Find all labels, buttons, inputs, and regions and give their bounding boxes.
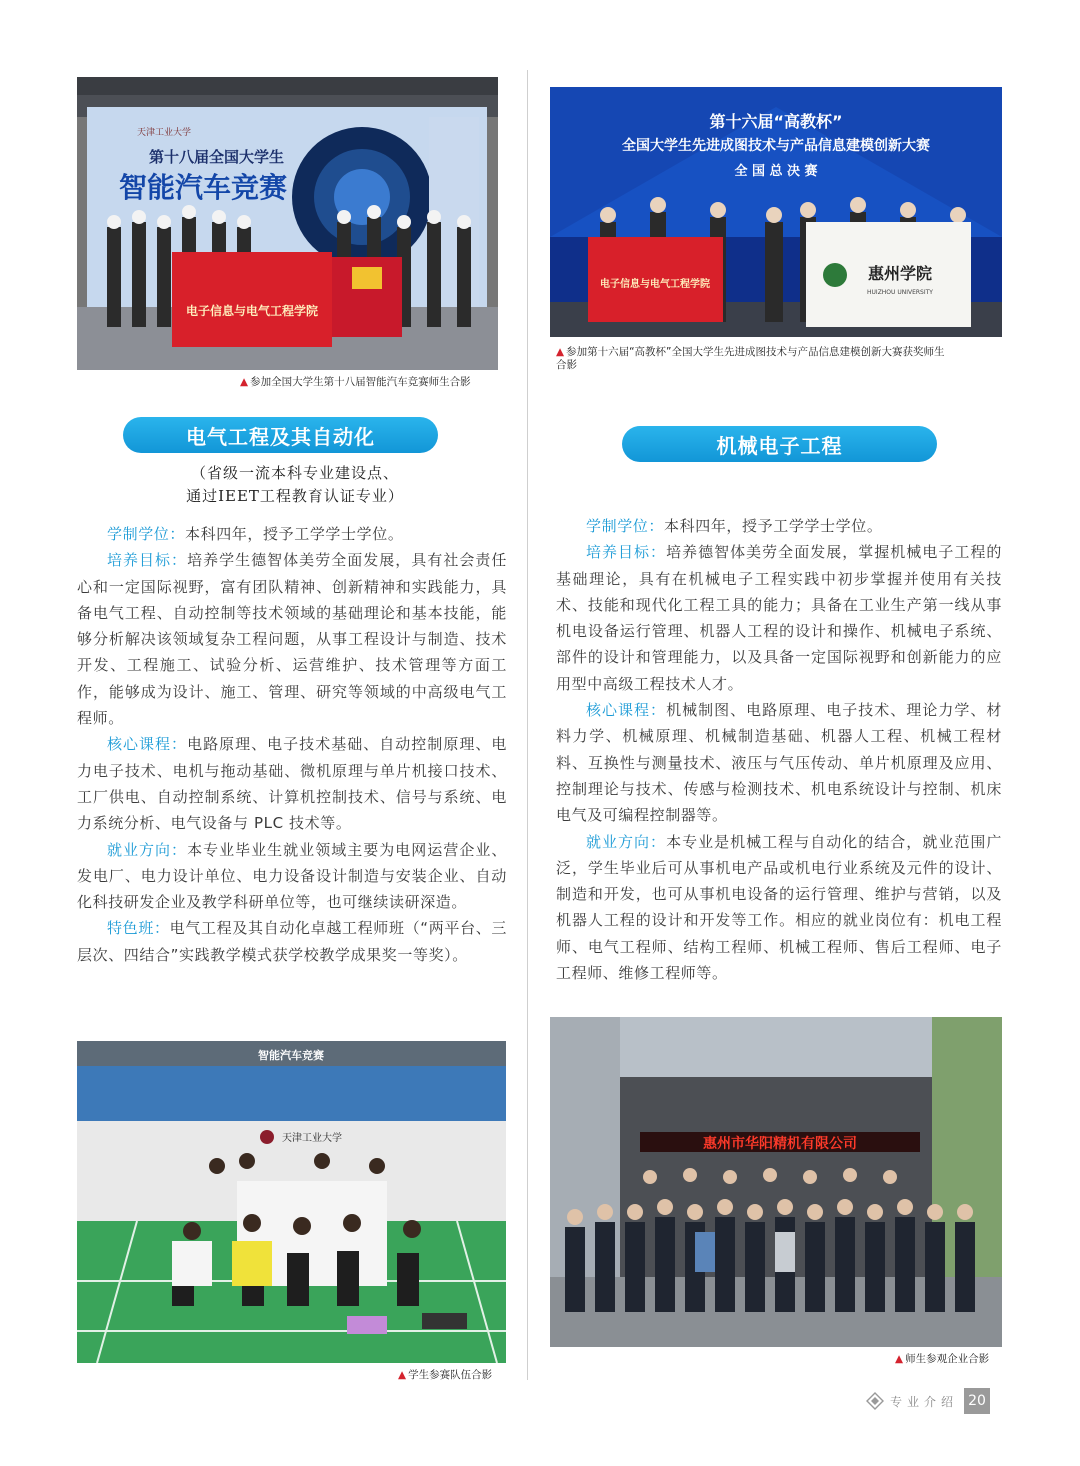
banner-text: 电子信息与电气工程学院 [185,304,319,318]
para-text: 电路原理、电子技术基础、自动控制原理、电力电子技术、电机与拖动基础、微机原理与单片机接口技术、工厂供电、自动控制系统、计算机控制技术、信号与系统、电力系统分析、电气设备与 PLC 技术等。 [77,735,507,833]
para-label: 核心课程： [586,701,667,720]
subtitle-line-1: （省级一流本科专业建设点、 [190,464,399,482]
para-label: 培养目标： [107,551,188,570]
para-core-courses [77,731,507,836]
banner-white-subtext: HUIZHOU UNIVERSITY [867,289,933,296]
column-divider [527,70,528,1380]
para-text: 机械制图、电路原理、电子技术、理论力学、材料力学、机械原理、机械制造基础、机器人工程、机械工程材料、互换性与测量技术、液压与气压传动、单片机原理及应用、控制理论与技术、传感与检测技术、机电系统设计与控制、机床电气及可编程控制器等。 [556,701,1002,825]
caption-triangle-icon: ▲ [398,1369,407,1381]
para-text: 本专业毕业生就业领域主要为电网运营企业、发电厂、电力设计单位、电力设备设计制造与安装企业、自动化科技研发企业及教学科研单位等，也可继续读研深造。 [77,840,507,912]
caption-triangle-icon: ▲ [895,1353,904,1365]
backdrop-text-2: 智能汽车竞赛 [119,171,288,204]
backdrop-line-3: 全 国 总 决 赛 [734,164,818,179]
para-label: 就业方向： [107,840,188,859]
major-title-mechatronics: 机械电子工程 [622,426,937,462]
section-label: 专业介绍 [890,1394,959,1409]
major-title-electrical: 电气工程及其自动化 [123,417,438,453]
caption-text: 参加全国大学生第十八届智能汽车竞赛师生合影 [250,376,471,388]
photo-graphics-competition [550,87,1002,337]
para-employment [556,829,1002,987]
para-objective [77,547,507,731]
photo-student-team [77,1041,506,1363]
caption-triangle-icon: ▲ [556,346,565,358]
caption-text: 师生参观企业合影 [905,1353,990,1365]
para-text: 培养德智体美劳全面发展，掌握机械电子工程的基础理论，具有在机械电子工程实践中初步掌握并使用有关技术、技能和现代化工程工具的能力；具备在工业生产第一线从事机电设备运行管理、机器人工程的设计和操作、机械电子系统、部件的设计和管理能力，以及具备一定国际视野和创新能力的应用型中高级工程技术人才。 [556,543,1002,693]
backdrop-line-1: 第十六届“高教杯” [709,112,843,131]
caption-text-line-1: 参加第十六届“高教杯”全国大学生先进成图技术与产品信息建模创新大赛获奖师生 [566,346,945,358]
caption-text-line-2: 合影 [556,359,577,371]
para-text: 本科四年，授予工学学士学位。 [185,525,404,543]
para-label: 学制学位： [586,517,665,535]
photo-caption-4 [895,1353,989,1366]
banner-red-text: 电子信息与电气工程学院 [600,279,710,290]
backdrop-line-2: 全国大学生先进成图技术与产品信息建模创新大赛 [622,138,930,154]
para-degree [556,513,1002,539]
para-text: 本科四年，授予工学学士学位。 [664,517,883,535]
para-label: 学制学位： [107,525,186,543]
para-special-class [77,915,507,968]
page-footer [866,1390,990,1412]
company-sign-text: 惠州市华阳精机有限公司 [703,1136,857,1152]
photo-smart-car-competition [77,77,498,370]
para-label: 特色班： [107,919,170,938]
para-degree [77,521,507,547]
photo-company-visit [550,1017,1002,1347]
caption-text: 学生参赛队伍合影 [408,1369,493,1381]
photo-caption-2 [556,346,1002,372]
major-subtitle [100,462,490,508]
photo-caption-1 [240,376,471,389]
diamond-icon [866,1392,884,1410]
mechatronics-description [556,513,1002,986]
electrical-description [77,521,507,968]
photo-caption-3 [398,1369,492,1382]
banner-white-text: 惠州学院 [867,264,933,283]
para-label: 就业方向： [586,832,667,851]
backdrop-logo-text: 天津工业大学 [137,128,192,138]
top-banner-text: 智能汽车竞赛 [258,1049,324,1062]
para-core-courses [556,697,1002,828]
para-text: 本专业是机械工程与自动化的结合，就业范围广泛，学生毕业后可从事机电产品或机电行业系统及元件的设计、制造和开发，也可从事机电设备的运行管理、维护与营销，以及机器人工程的设计和开发等工作。相应的就业岗位有：机电工程师、电气工程师、结构工程师、机械工程师、售后工程师、电子工程师、维修工程师等。 [556,832,1002,983]
para-employment [77,837,507,916]
subtitle-line-2: 通过IEET工程教育认证专业） [186,487,404,505]
page-number: 20 [964,1388,990,1414]
para-label: 核心课程： [107,735,188,754]
para-text: 电气工程及其自动化卓越工程师班（“两平台、三层次、四结合”实践教学模式获学校教学成果奖一等奖）。 [77,919,507,964]
para-label: 培养目标： [586,543,667,562]
logo-text: 天津工业大学 [282,1133,342,1144]
caption-triangle-icon: ▲ [240,376,249,388]
backdrop-text-1: 第十八届全国大学生 [149,148,285,166]
para-text: 培养学生德智体美劳全面发展，具有社会责任心和一定国际视野，富有团队精神、创新精神和实践能力，具备电气工程、自动控制等技术领域的基础理论和基本技能，能够分析解决该领域复杂工程问题，从事工程设计与制造、技术开发、工程施工、试验分析、运营维护、技术管理等方面工作，能够成为设计、施工、管理、研究等领域的中高级电气工程师。 [77,551,507,728]
para-objective [556,539,1002,697]
